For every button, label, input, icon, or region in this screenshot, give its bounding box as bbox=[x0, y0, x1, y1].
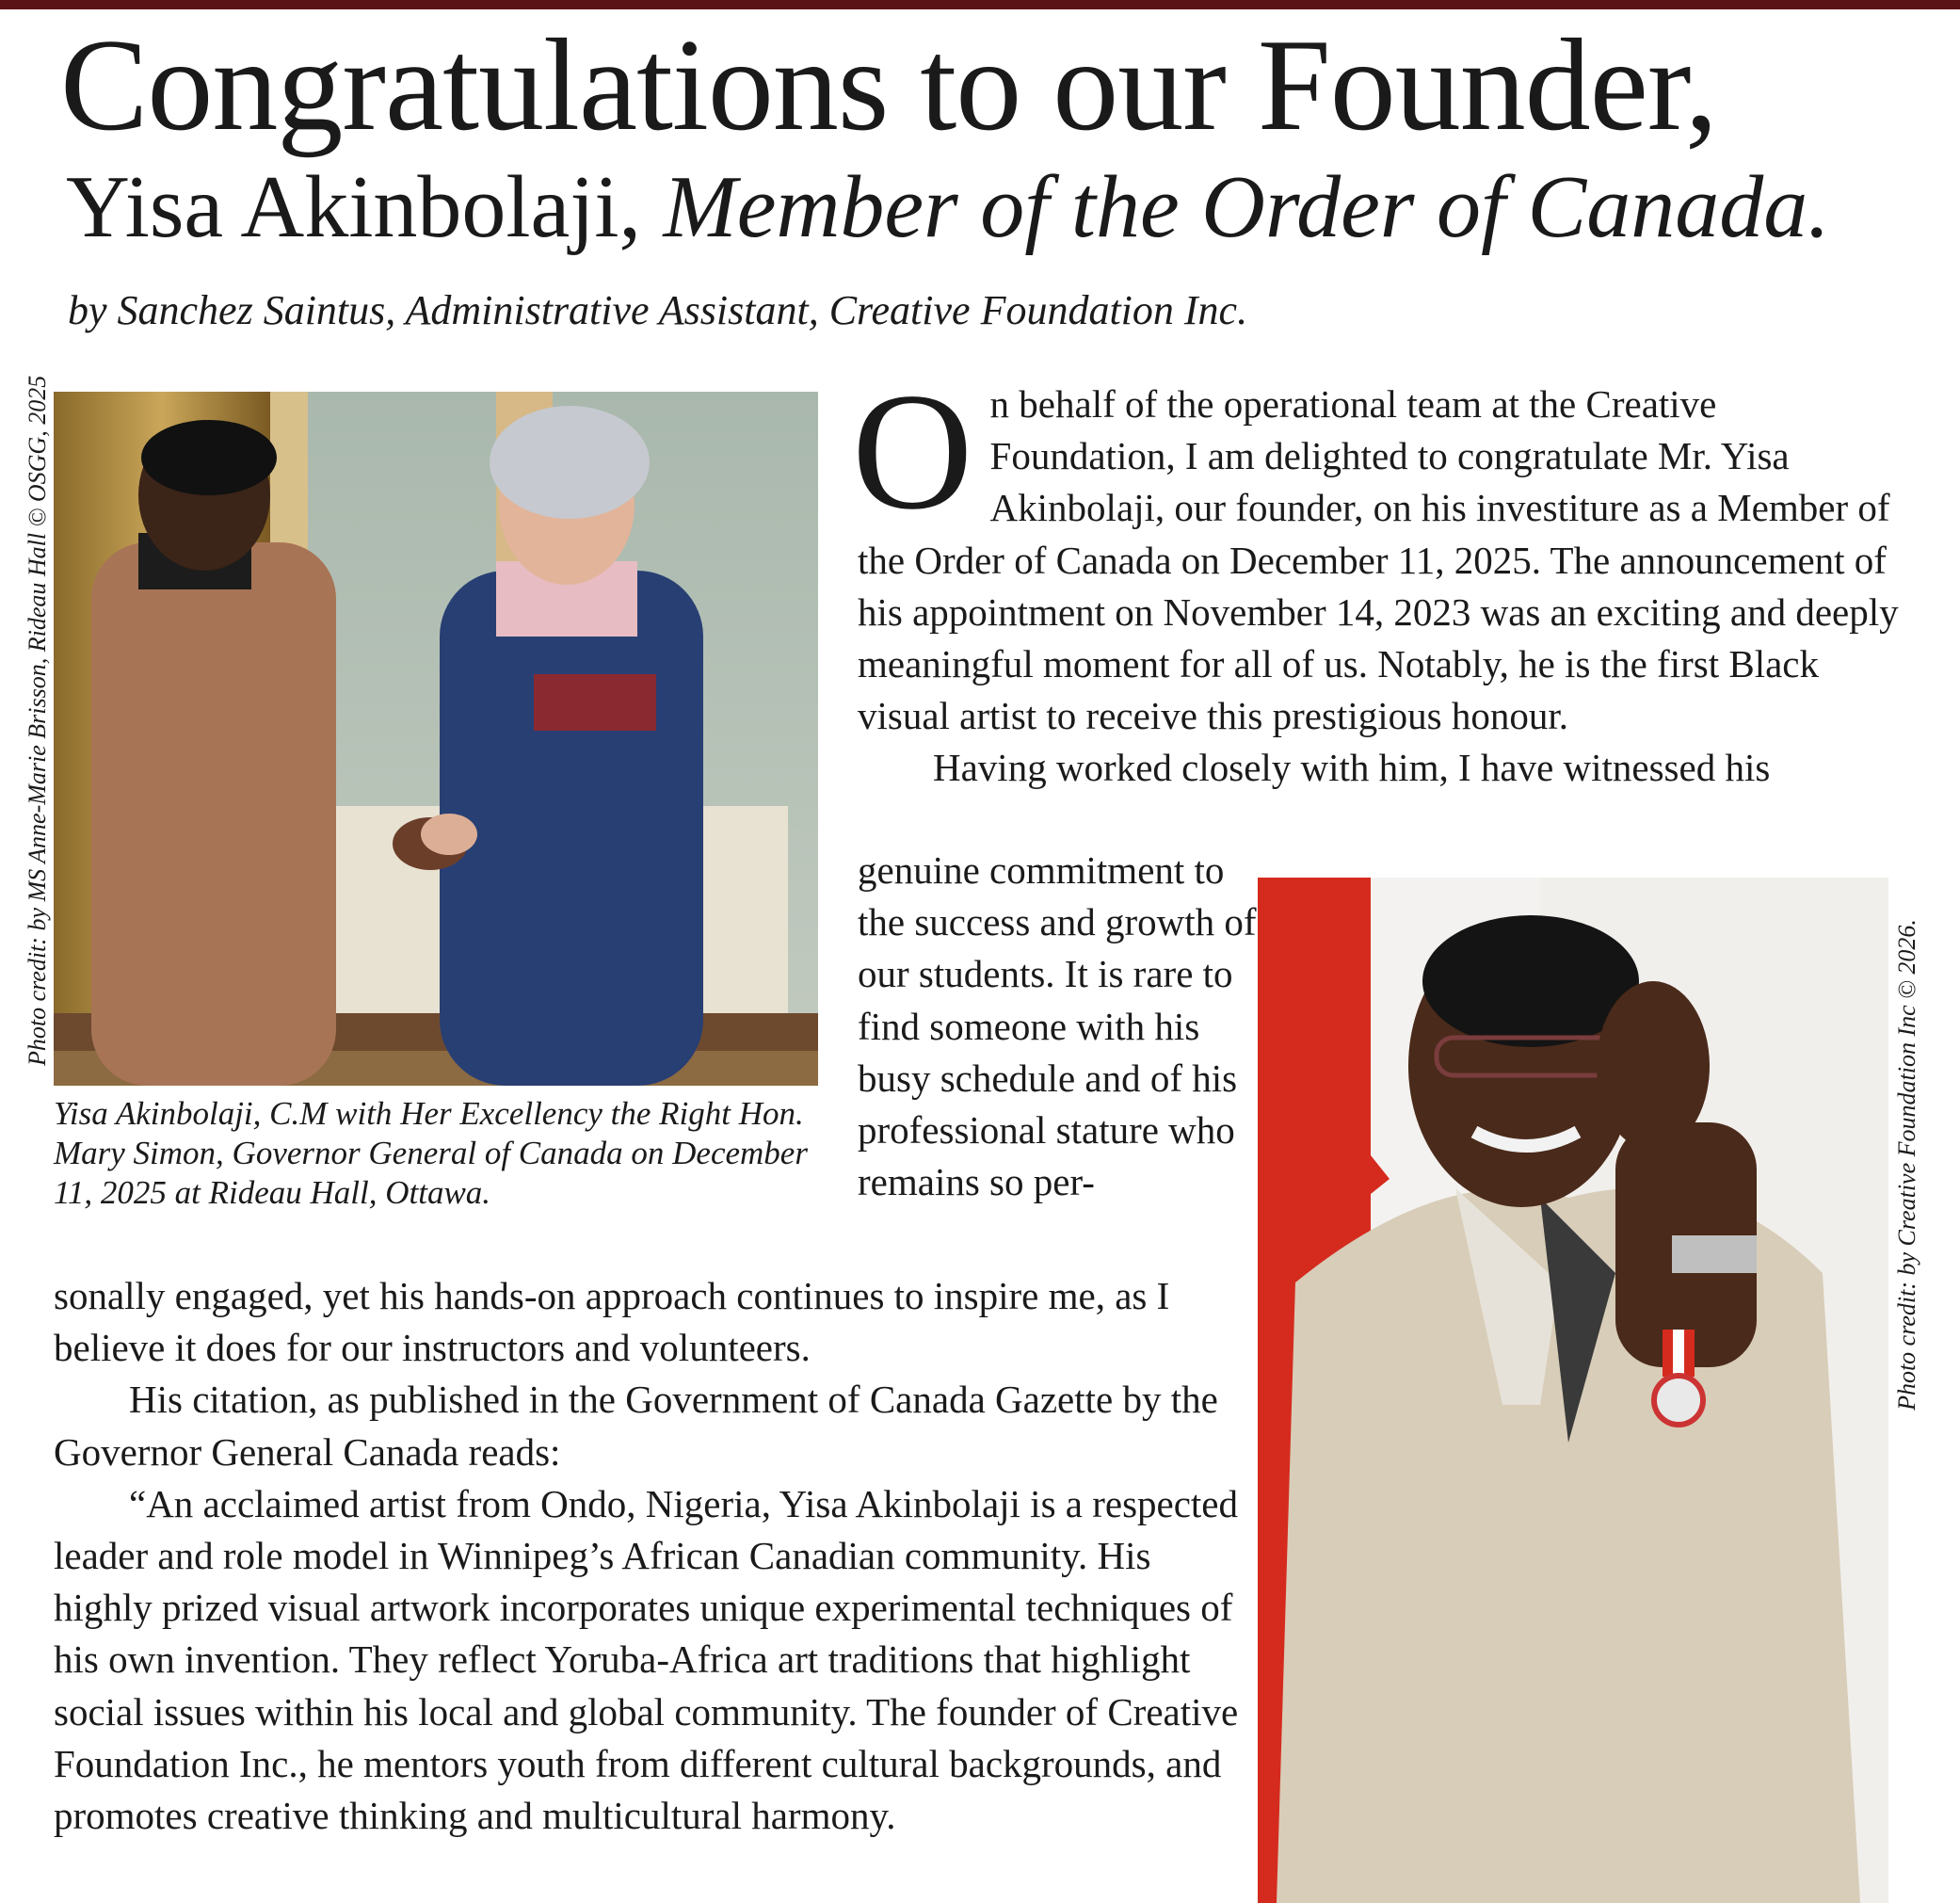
investiture-photo-credit: Photo credit: by MS Anne-Marie Brisson, Rideau Hall © OSGG, 2025 bbox=[24, 375, 51, 1066]
investiture-photo-illustration bbox=[54, 392, 818, 1086]
paragraph-4-citation: “An acclaimed artist from Ondo, Nigeria, Yisa Akinbolaji is a respected leader and role model in Winnipeg’s African Canadian community. His highly prized visual artwork incorporates unique experimental techniques of his own invention. They reflect Yoruba-Africa art traditions that highlight social issues within his local and global community. The founder of Creative Foundation Inc., he mentors youth from different cultural backgrounds, and promotes creative thinking and multicultural harmony. bbox=[54, 1481, 1239, 1838]
article-column-top bbox=[852, 358, 1907, 795]
paragraph-3: His citation, as published in the Government of Canada Gazette by the Governor General Canada reads: bbox=[54, 1378, 1218, 1474]
subtitle-name: Yisa Akinbolaji, bbox=[66, 158, 641, 256]
byline: by Sanchez Saintus, Administrative Assistant, Creative Foundation Inc. bbox=[68, 287, 1248, 333]
headline-subtitle bbox=[66, 155, 1939, 259]
paragraph-1 bbox=[852, 358, 1907, 742]
article-column-bottom bbox=[54, 1270, 1259, 1842]
portrait-photo bbox=[1258, 878, 1888, 1903]
subtitle-honour: Member of the Order of Canada. bbox=[663, 158, 1830, 256]
drop-cap: O bbox=[852, 358, 973, 544]
portrait-photo-credit: Photo credit: by Creative Foundation Inc © 2026. bbox=[1893, 919, 1920, 1411]
paragraph-1-text: n behalf of the operational team at the Creative Foundation, I am delighted to congratulate Mr. Yisa Akinbolaji, our founder, on his investiture as a Member of the Order of Canada on December 11, 2025. The announcement of his appointment on November 14, 2023 was an exciting and deeply meaningful moment for all of us. Notably, he is the first Black visual artist to receive this prestigious honour. bbox=[858, 382, 1899, 738]
paragraph-2-start: Having worked closely with him, I have witnessed his bbox=[933, 746, 1771, 790]
paragraph-2-middle: genuine commitment to the success and growth of our students. It is rare to find someone with his busy schedule and of his professional stature who remains so per- bbox=[858, 848, 1257, 1204]
investiture-photo bbox=[54, 392, 818, 1086]
paragraph-2-end: sonally engaged, yet his hands-on approach continues to inspire me, as I believe it does for our instructors and volunteers. bbox=[54, 1274, 1170, 1370]
top-accent-bar bbox=[0, 0, 1960, 9]
portrait-photo-illustration bbox=[1258, 878, 1888, 1903]
investiture-photo-caption: Yisa Akinbolaji, C.M with Her Excellency the Right Hon. Mary Simon, Governor General of Canada on December 11, 2025 at Rideau Hall, Ottawa. bbox=[54, 1095, 808, 1211]
headline-title: Congratulations to our Founder, bbox=[60, 12, 1717, 158]
article-column-wrap bbox=[858, 845, 1258, 1208]
